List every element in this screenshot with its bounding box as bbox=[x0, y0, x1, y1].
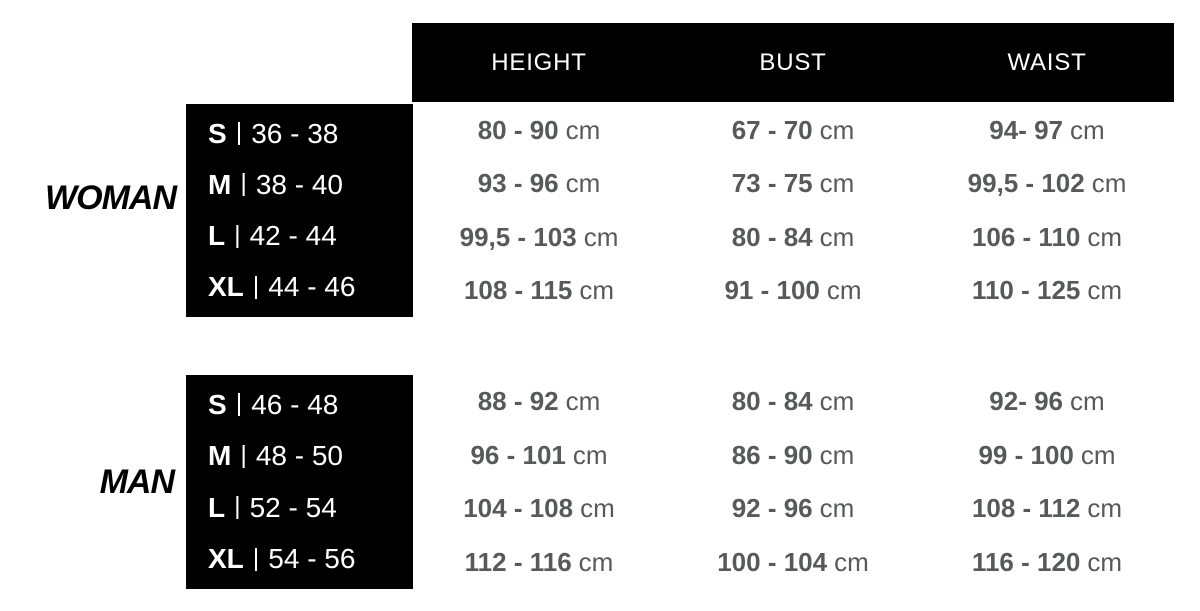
unit-label: cm bbox=[826, 274, 862, 305]
unit-label: cm bbox=[819, 115, 855, 146]
value-text: 80 - 90 bbox=[477, 115, 559, 146]
size-separator: | bbox=[240, 169, 247, 198]
unit-label: cm bbox=[1087, 546, 1123, 577]
size-range: 42 - 44 bbox=[249, 220, 337, 252]
unit-label: cm bbox=[1091, 168, 1127, 199]
unit-label: cm bbox=[1087, 221, 1123, 252]
value-text: 108 - 115 bbox=[463, 274, 573, 305]
value-text: 116 - 120 bbox=[971, 546, 1081, 577]
cell-woman-l-height bbox=[412, 211, 666, 264]
unit-label: cm bbox=[580, 493, 615, 524]
column-header-height: HEIGHT bbox=[491, 48, 587, 76]
size-letter: M bbox=[208, 440, 232, 472]
size-range: 54 - 56 bbox=[268, 543, 356, 575]
value-text: 100 - 104 bbox=[717, 546, 828, 577]
unit-label: cm bbox=[819, 493, 855, 524]
unit-label: cm bbox=[819, 221, 855, 252]
size-row-man-l bbox=[186, 482, 413, 534]
size-range: 48 - 50 bbox=[255, 440, 343, 472]
cell-man-m-bust bbox=[666, 429, 920, 483]
value-text: 106 - 110 bbox=[971, 221, 1081, 252]
unit-label: cm bbox=[819, 168, 855, 199]
value-text: 67 - 70 bbox=[731, 115, 813, 146]
size-row-man-xl bbox=[186, 534, 413, 586]
cell-man-l-waist bbox=[920, 482, 1174, 536]
value-text: 112 - 116 bbox=[464, 546, 572, 577]
value-text: 94- 97 bbox=[989, 115, 1064, 146]
value-text: 92 - 96 bbox=[731, 493, 813, 524]
value-text: 92- 96 bbox=[989, 386, 1064, 417]
size-letter: S bbox=[208, 117, 227, 149]
cell-man-xl-bust bbox=[666, 536, 920, 590]
unit-label: cm bbox=[1087, 493, 1123, 524]
size-range: 52 - 54 bbox=[249, 491, 337, 523]
value-text: 104 - 108 bbox=[463, 493, 574, 524]
unit-label: cm bbox=[565, 115, 601, 146]
cell-woman-xl-height bbox=[412, 264, 666, 317]
size-row-woman-xl bbox=[186, 262, 413, 313]
column-header-waist: WAIST bbox=[1007, 48, 1087, 76]
size-separator: | bbox=[235, 389, 243, 418]
size-row-man-m bbox=[186, 431, 413, 483]
unit-label: cm bbox=[572, 439, 608, 470]
size-box-woman bbox=[186, 104, 413, 317]
size-separator: | bbox=[252, 543, 260, 572]
value-text: 73 - 75 bbox=[731, 168, 813, 199]
size-separator: | bbox=[235, 118, 243, 147]
size-separator: | bbox=[240, 440, 247, 469]
size-row-woman-s bbox=[186, 108, 413, 159]
cell-woman-s-bust bbox=[666, 104, 920, 157]
value-text: 110 - 125 bbox=[971, 274, 1081, 305]
section-label-man: MAN bbox=[99, 462, 174, 501]
cell-man-l-bust bbox=[666, 482, 920, 536]
unit-label: cm bbox=[1070, 115, 1105, 146]
unit-label: cm bbox=[1087, 274, 1123, 305]
column-header-bust: BUST bbox=[759, 48, 827, 76]
size-separator: | bbox=[234, 220, 241, 249]
table-header-bar bbox=[412, 23, 1174, 102]
cell-man-xl-height bbox=[412, 536, 666, 590]
size-separator: | bbox=[234, 492, 241, 521]
unit-label: cm bbox=[1080, 439, 1116, 470]
size-row-woman-l bbox=[186, 211, 413, 262]
cell-woman-s-waist bbox=[920, 104, 1174, 157]
measurements-man bbox=[412, 375, 1174, 589]
size-letter: L bbox=[208, 220, 226, 252]
size-row-woman-m bbox=[186, 159, 413, 210]
cell-man-m-height bbox=[412, 429, 666, 483]
cell-woman-s-height bbox=[412, 104, 666, 157]
unit-label: cm bbox=[565, 168, 601, 199]
cell-man-s-waist bbox=[920, 375, 1174, 429]
value-text: 96 - 101 bbox=[470, 439, 566, 470]
unit-label: cm bbox=[565, 386, 601, 417]
value-text: 88 - 92 bbox=[477, 386, 559, 417]
unit-label: cm bbox=[834, 546, 869, 577]
value-text: 108 - 112 bbox=[971, 493, 1081, 524]
size-row-man-s bbox=[186, 379, 413, 431]
unit-label: cm bbox=[1070, 386, 1105, 417]
value-text: 99 - 100 bbox=[978, 439, 1074, 470]
cell-woman-m-bust bbox=[666, 157, 920, 210]
cell-man-xl-waist bbox=[920, 536, 1174, 590]
unit-label: cm bbox=[819, 386, 855, 417]
size-separator: | bbox=[252, 271, 260, 300]
unit-label: cm bbox=[579, 274, 615, 305]
size-letter: XL bbox=[208, 543, 244, 575]
measurements-woman bbox=[412, 104, 1174, 317]
size-range: 36 - 38 bbox=[251, 117, 339, 149]
value-text: 86 - 90 bbox=[731, 439, 813, 470]
cell-man-l-height bbox=[412, 482, 666, 536]
cell-man-m-waist bbox=[920, 429, 1174, 483]
cell-woman-m-waist bbox=[920, 157, 1174, 210]
size-letter: M bbox=[208, 168, 232, 200]
cell-woman-xl-bust bbox=[666, 264, 920, 317]
cell-woman-l-bust bbox=[666, 211, 920, 264]
value-text: 99,5 - 103 bbox=[459, 221, 577, 252]
value-text: 91 - 100 bbox=[724, 274, 820, 305]
size-range: 38 - 40 bbox=[255, 168, 343, 200]
unit-label: cm bbox=[819, 439, 855, 470]
unit-label: cm bbox=[578, 546, 614, 577]
cell-woman-xl-waist bbox=[920, 264, 1174, 317]
size-range: 44 - 46 bbox=[268, 271, 356, 303]
section-label-woman: WOMAN bbox=[45, 178, 176, 217]
size-letter: XL bbox=[208, 271, 244, 303]
value-text: 80 - 84 bbox=[731, 221, 813, 252]
size-range: 46 - 48 bbox=[251, 388, 339, 420]
size-box-man bbox=[186, 375, 413, 589]
size-letter: L bbox=[208, 491, 226, 523]
value-text: 99,5 - 102 bbox=[967, 168, 1085, 199]
size-letter: S bbox=[208, 388, 227, 420]
cell-woman-l-waist bbox=[920, 211, 1174, 264]
cell-man-s-bust bbox=[666, 375, 920, 429]
unit-label: cm bbox=[583, 221, 619, 252]
cell-man-s-height bbox=[412, 375, 666, 429]
value-text: 80 - 84 bbox=[731, 386, 813, 417]
value-text: 93 - 96 bbox=[477, 168, 559, 199]
cell-woman-m-height bbox=[412, 157, 666, 210]
